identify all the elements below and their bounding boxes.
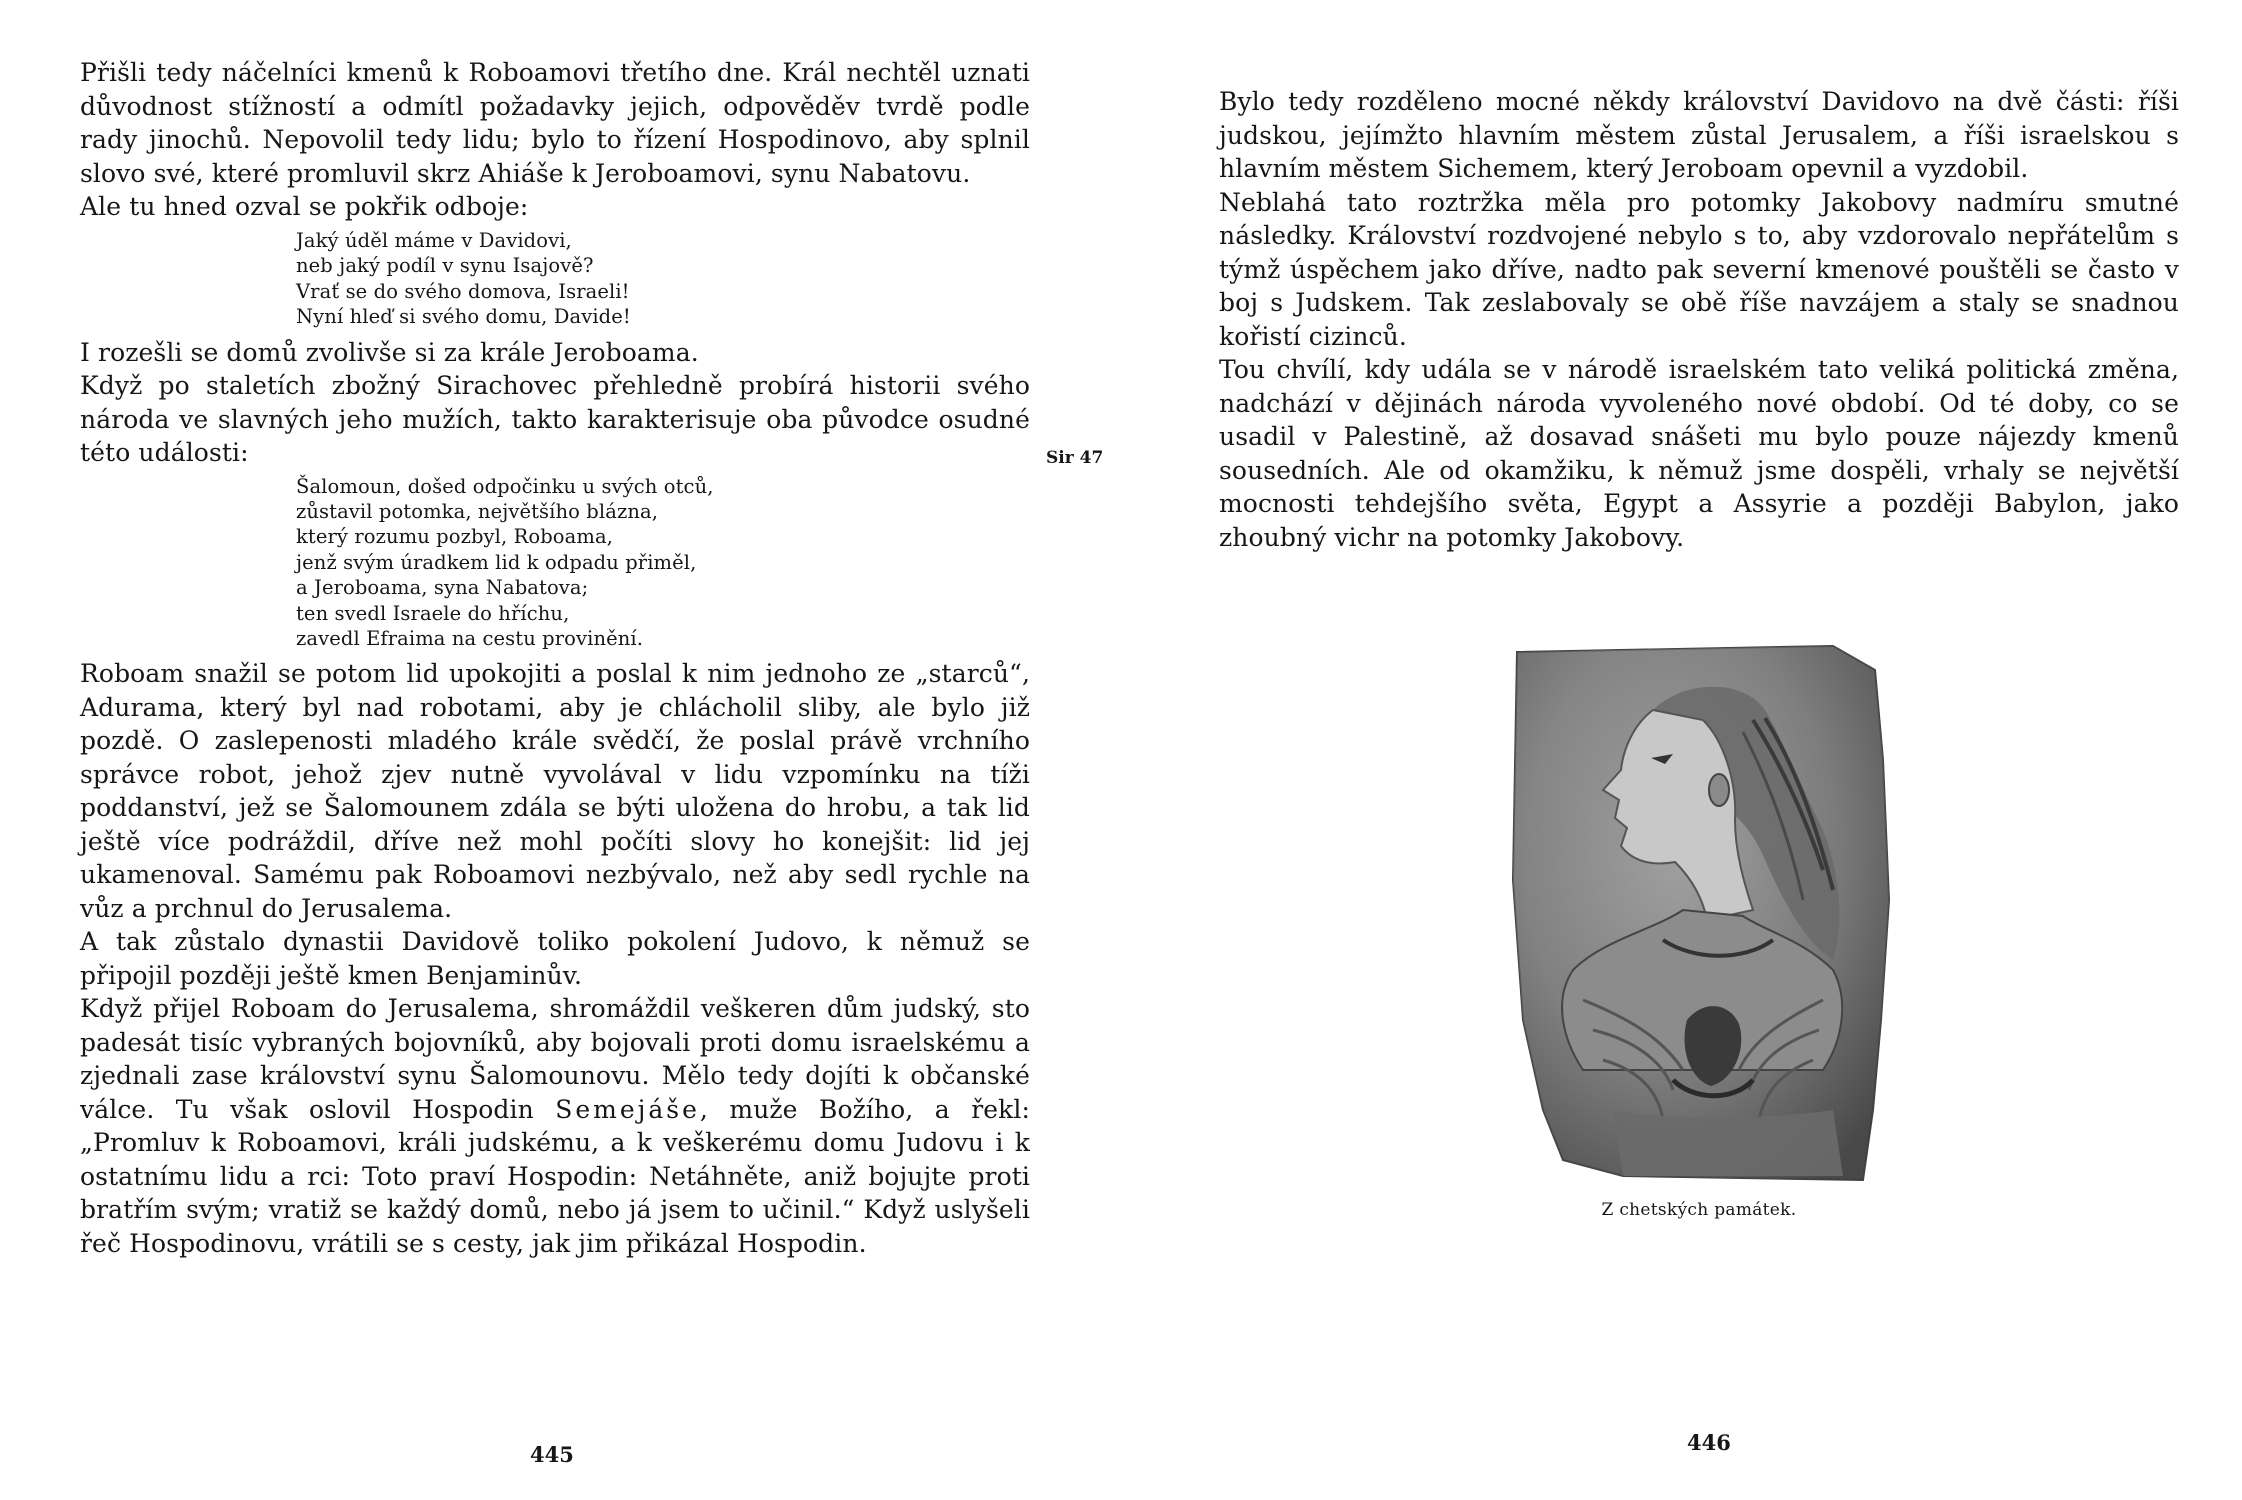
figure-caption: Z chetských památek. <box>1601 1200 1797 1220</box>
verse-line: Nyní hleď si svého domu, Davide! <box>296 305 631 328</box>
verse-line: Vrať se do svého domova, Israeli! <box>296 279 630 303</box>
verse-line: Jaký úděl máme v Davidovi, <box>296 228 572 252</box>
left-text-column <box>80 56 1030 1260</box>
paragraph: Přišli tedy náčelníci kmenů k Roboamovi třetího dne. Král nechtěl uznati důvodnost stížností a odmítl požadavky jejich, odpověděv tvrdě podle rady jinochů. Nepovolil tedy lidu; bylo to řízení Hospodinovo, aby splnil slovo své, které promluvil skrz Ahiáše k Jeroboamovi, synu Nabatovu. <box>80 58 1030 188</box>
verse-line: ten svedl Israele do hříchu, <box>296 601 570 625</box>
verse-line: zavedl Efraima na cestu provinění. <box>296 626 644 650</box>
verse-quote <box>296 228 1030 330</box>
text-run: Když přijel Roboam do Jerusalema, shromáždil veškeren dům judský, sto padesát tisíc vybraných bojovníků, aby bojovali proti domu israelskému a zjednali zase království synu Šalomounovu. Mělo tedy dojíti k občanské válce. Tu však oslovil Hospodin <box>80 994 1030 1124</box>
verse-line: Šalomoun, došed odpočinku u svých otců, <box>296 474 714 498</box>
right-page <box>1121 0 2242 1500</box>
relief-figure <box>1503 640 1895 1188</box>
verse-line: a Jeroboama, syna Nabatova; <box>296 576 589 600</box>
paragraph: Tou chvílí, kdy udála se v národě israelském tato veliká politická změna, nadchází v dějinách národa vyvoleného nové období. Od té doby, co se usadil v Palestině, až dosavad snášeti mu bylo pouze nájezdy kmenů sousedních. Ale od okamžiku, k němuž jsme dospěli, vrhaly se největší mocnosti tehdejšího světa, Egypt a Assyrie a později Babylon, jako zhoubný vichr na potomky Jakobovy. <box>1219 355 2179 552</box>
text-run: , muže Božího, a řekl: „Promluv k Roboamovi, králi judskému, a k veškerému domu Judovu i k ostatnímu lidu a rci: Toto praví Hospodin: Netáhněte, aniž bojujte proti bratřím svým; vratiž se každý domů, nebo já jsem to učinil.“ Když uslyšeli řeč Hospodinovu, vrátili se s cesty, jak jim přikázal Hospodin. <box>80 1094 1031 1258</box>
verse-line: který rozumu pozbyl, Roboama, <box>296 525 613 549</box>
verse-line: zůstavil potomka, největšího blázna, <box>296 499 658 523</box>
spaced-name: Semejáše <box>555 1094 700 1124</box>
hittite-relief-icon <box>1503 640 1895 1188</box>
verse-line: jenž svým úradkem lid k odpadu přiměl, <box>296 550 697 574</box>
paragraph <box>80 992 1030 1260</box>
paragraph: A tak zůstalo dynastii Davidově toliko pokolení Judovo, k němuž se připojil později ještě kmen Benjaminův. <box>80 927 1030 990</box>
paragraph: Bylo tedy rozděleno mocné někdy království Davidovo na dvě části: říši judskou, jejímžto hlavním městem zůstal Jerusalem, a říši israelskou s hlavním městem Sichemem, který Jeroboam opevnil a vyzdobil. <box>1219 87 2179 183</box>
paragraph: Neblahá tato roztržka měla pro potomky Jakobovy nadmíru smutné následky. Království rozdvojené nebylo s to, aby vzdorovalo nepřátelům s týmž úspěchem jako dříve, nadto pak severní kmenové pouštěli se často v boj s Judskem. Tak zeslabovaly se obě říše navzájem a staly se snadnou kořistí cizinců. <box>1219 187 2179 351</box>
verse-line: neb jaký podíl v synu Isajově? <box>296 254 594 277</box>
paragraph: I rozešli se domů zvolivše si za krále Jeroboama. <box>80 337 699 367</box>
paragraph: Když po staletích zbožný Sirachovec přehledně probírá historii svého národa ve slavných jeho mužích, takto karakterisuje oba původce osudné této události: <box>80 371 1030 467</box>
verse-quote <box>296 474 1030 652</box>
right-text-column <box>1219 85 2179 554</box>
paragraph: Ale tu hned ozval se pokřik odboje: <box>80 192 529 221</box>
page-number: 445 <box>530 1442 574 1467</box>
page-number: 446 <box>1687 1430 1731 1455</box>
margin-reference: Sir 47 <box>1046 448 1104 468</box>
paragraph: Roboam snažil se potom lid upokojiti a poslal k nim jednoho ze „starců“, Adurama, který byl nad robotami, aby je chlácholil sliby, ale bylo již pozdě. O zaslepenosti mladého krále svědčí, že poslal právě vrchního správce robot, jehož zjev nutně vyvolával v lidu vzpomínku na tíži poddanství, jež se Šalomounem zdála se býti uložena do hrobu, a tak lid ještě více podráždil, dříve než mohl počíti slovy ho konejšit: lid jej ukamenoval. Samému pak Roboamovi nezbývalo, než aby sedl rychle na vůz a prchnul do Jerusalema. <box>80 659 1030 923</box>
